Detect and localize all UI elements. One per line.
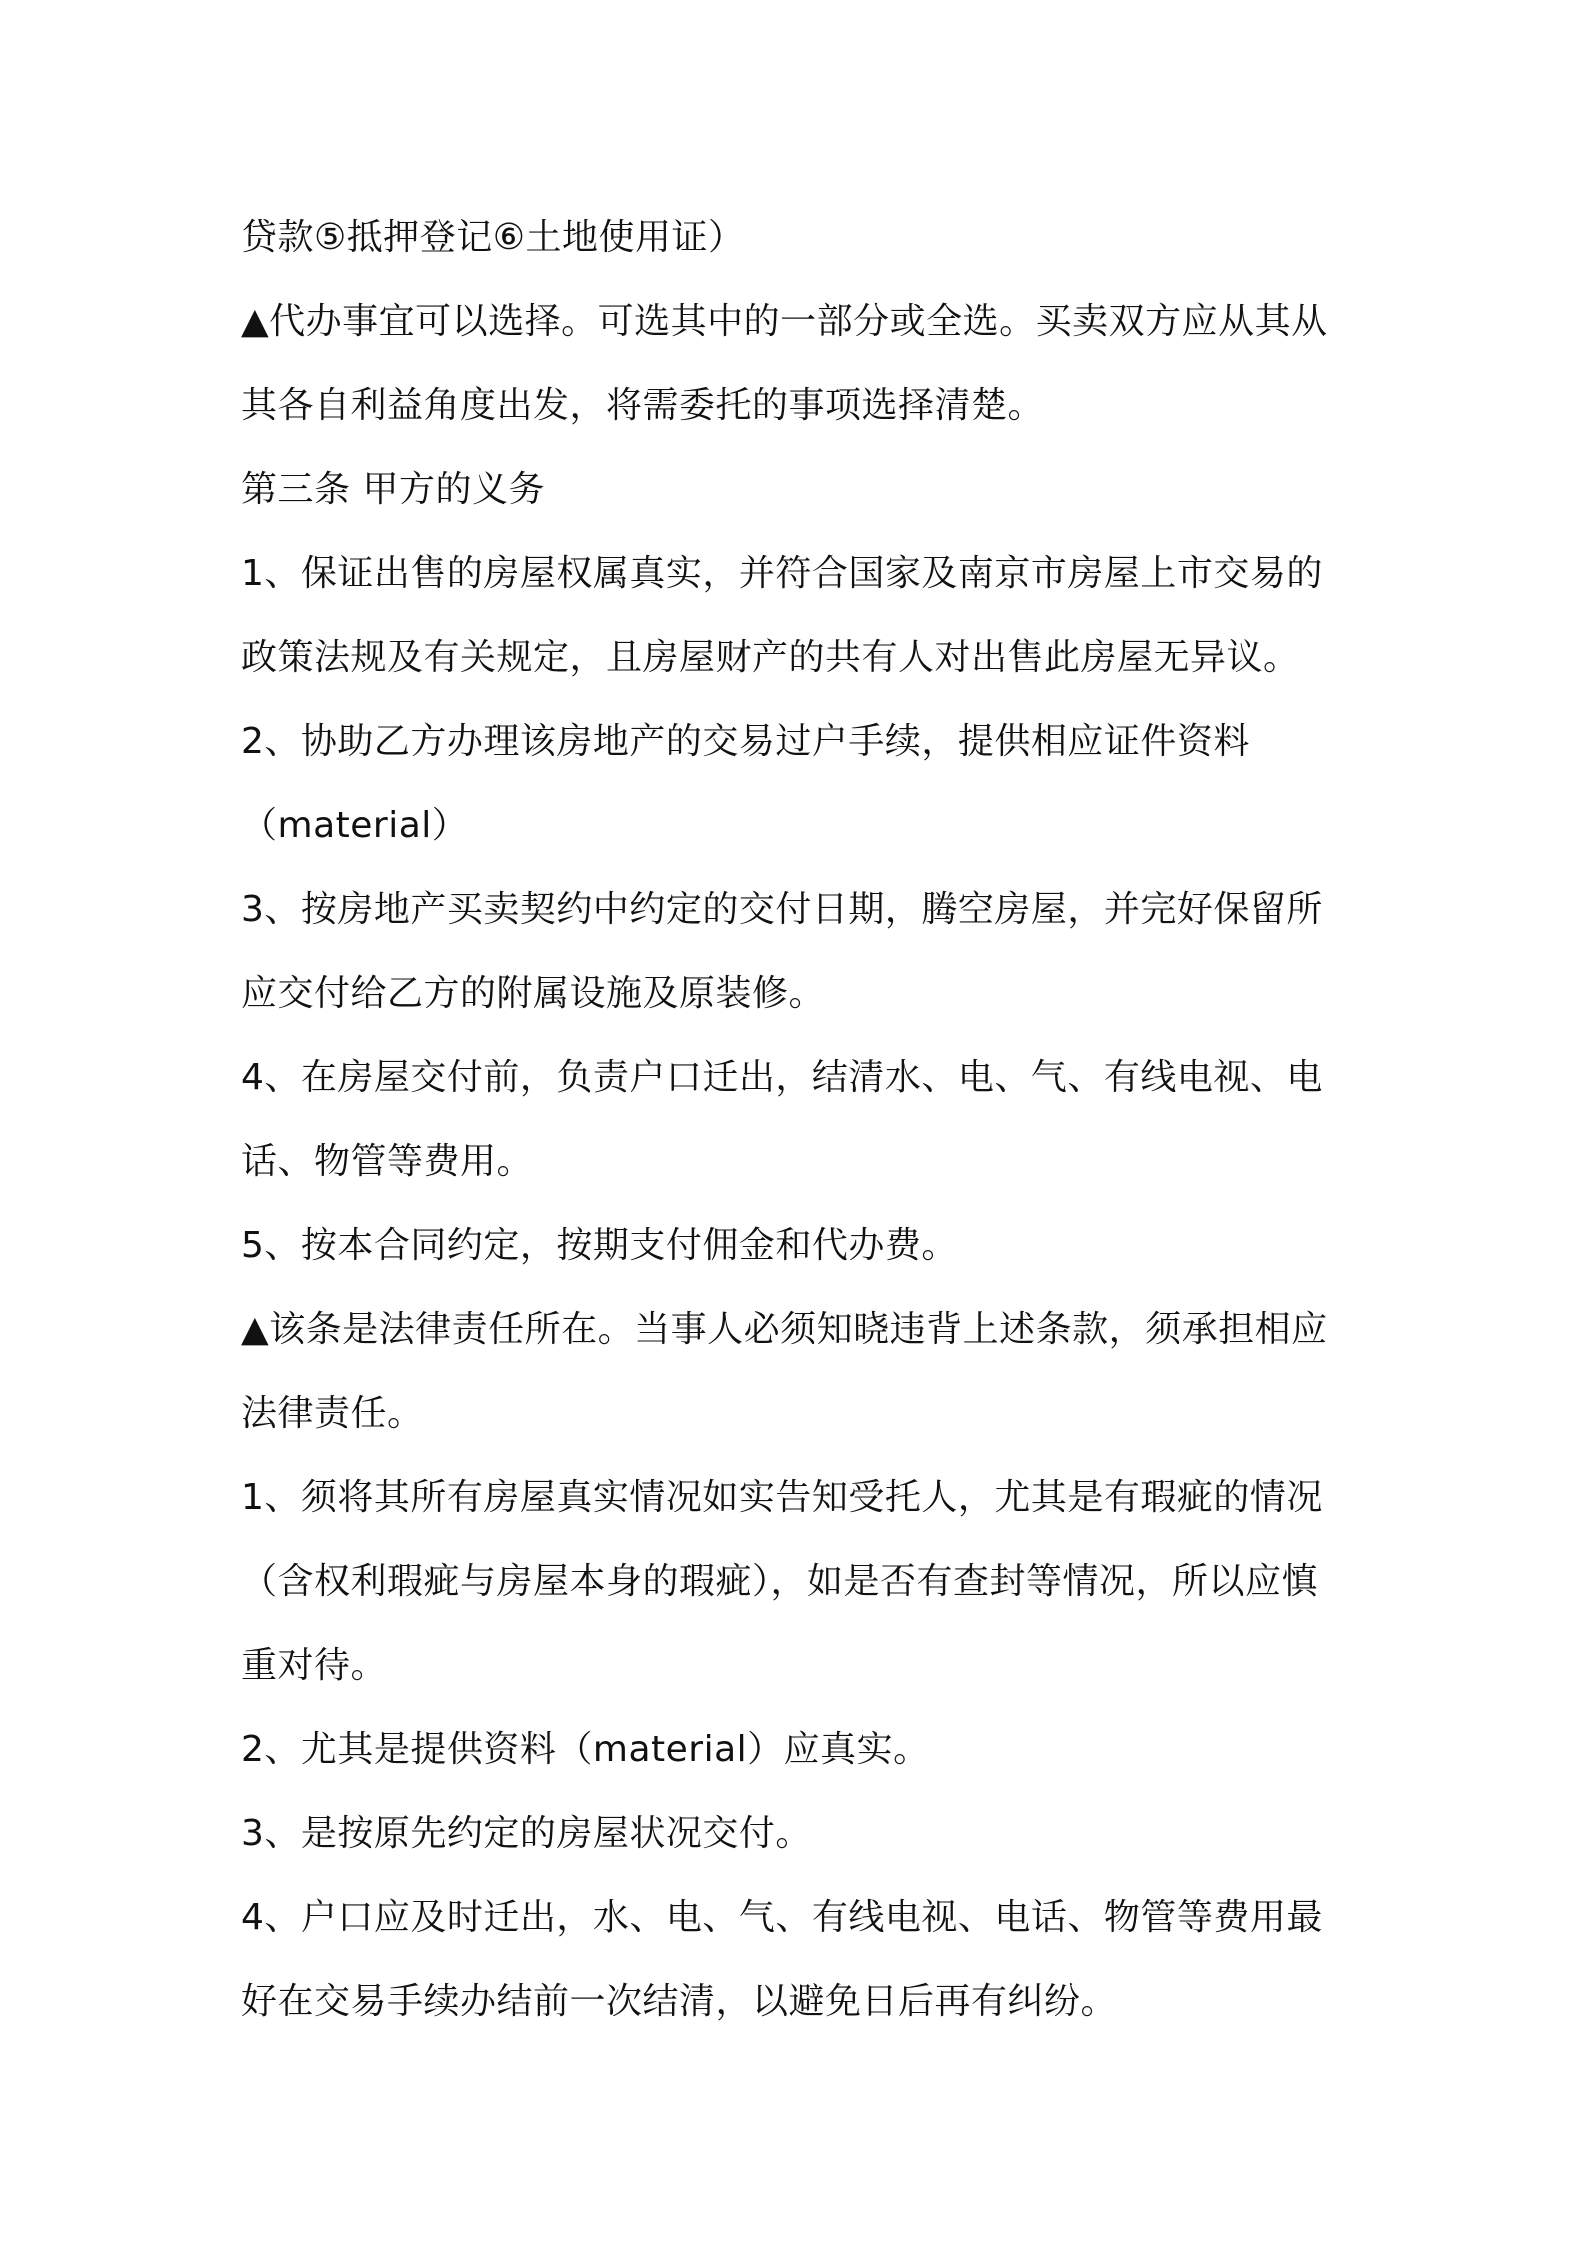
text-line: 法律责任。 bbox=[241, 1393, 424, 1434]
text-line: 4、在房屋交付前，负责户口迁出，结清水、电、气、有线电视、电 bbox=[241, 1057, 1323, 1098]
text-line: 1、保证出售的房屋权属真实，并符合国家及南京市房屋上市交易的 bbox=[241, 553, 1323, 594]
text-line: 2、尤其是提供资料（material）应真实。 bbox=[241, 1729, 930, 1770]
text-line: 政策法规及有关规定，且房屋财产的共有人对出售此房屋无异议。 bbox=[241, 637, 1300, 678]
text-line: 应交付给乙方的附属设施及原装修。 bbox=[241, 973, 826, 1014]
text-line: 好在交易手续办结前一次结清，以避免日后再有纠纷。 bbox=[241, 1981, 1118, 2022]
text-line: 3、按房地产买卖契约中约定的交付日期，腾空房屋，并完好保留所 bbox=[241, 889, 1323, 930]
text-line: 3、是按原先约定的房屋状况交付。 bbox=[241, 1813, 812, 1854]
text-line: 2、协助乙方办理该房地产的交易过户手续，提供相应证件资料 bbox=[241, 721, 1250, 762]
text-line: ▲代办事宜可以选择。可选其中的一部分或全选。买卖双方应从其从 bbox=[241, 301, 1328, 342]
text-line: 其各自利益角度出发，将需委托的事项选择清楚。 bbox=[241, 385, 1045, 426]
text-line: （material） bbox=[241, 805, 469, 846]
text-line: ▲该条是法律责任所在。当事人必须知晓违背上述条款，须承担相应 bbox=[241, 1309, 1328, 1350]
text-line: 重对待。 bbox=[241, 1645, 388, 1686]
document-body bbox=[241, 196, 1361, 2044]
text-line: 话、物管等费用。 bbox=[241, 1141, 534, 1182]
text-line: 1、须将其所有房屋真实情况如实告知受托人，尤其是有瑕疵的情况 bbox=[241, 1477, 1323, 1518]
text-line: 贷款⑤抵押登记⑥土地使用证） bbox=[241, 217, 745, 258]
text-line: 5、按本合同约定，按期支付佣金和代办费。 bbox=[241, 1225, 958, 1266]
text-line: （含权利瑕疵与房屋本身的瑕疵），如是否有查封等情况，所以应慎 bbox=[241, 1561, 1319, 1602]
text-line: 4、户口应及时迁出，水、电、气、有线电视、电话、物管等费用最 bbox=[241, 1897, 1323, 1938]
section-heading: 第三条 甲方的义务 bbox=[241, 469, 545, 510]
